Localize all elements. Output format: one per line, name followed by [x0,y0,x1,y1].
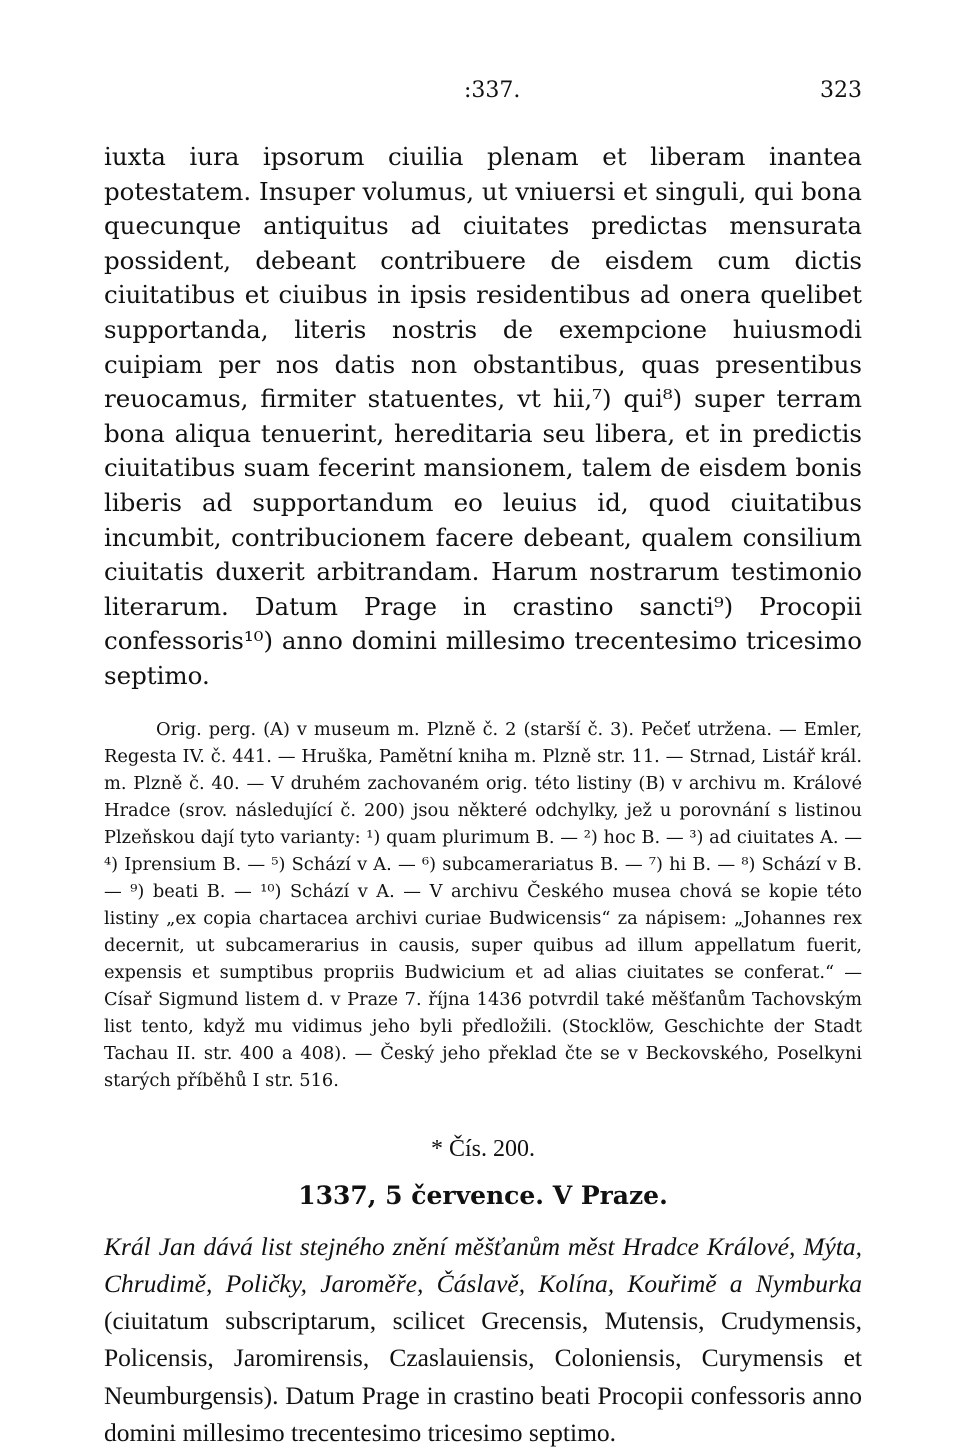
book-page [104,72,862,1451]
abstract-latin: (ciuitatum subscriptarum, scilicet Grecensis, Mutensis, Crudymensis, Policensis, Jaromirensis, Czaslauiensis, Coloniensis, Curymensis et Neumburgensis). Datum Prage in crastino beati Procopii confessoris anno domini millesimo trecentesimo tricesimo septimo. [104,1306,862,1447]
page-number: 323 [820,78,862,103]
abstract-czech-italic: Král Jan dává list stejného znění měšťanům měst Hradce Králové, Mýta, Chrudimě, Poličky, Jaroměře, Čáslavě, Kolína, Kouřimě a Nymburka [104,1232,862,1298]
document-number: * Čís. 200. [104,1136,862,1163]
document-abstract [104,1228,862,1451]
document-date-place: 1337, 5 července. V Praze. [104,1181,862,1210]
section-number: :337. [464,78,520,103]
charter-text: iuxta iura ipsorum ciuilia plenam et liberam inantea potestatem. Insuper volumus, ut vniuersi et singuli, qui bona quecunque antiquitus ad ciuitates predictas mensurata possident, debeant contribuere de eisdem cum dictis ciuitatibus et ciuibus in ipsis residentibus ad onera quelibet supportanda, literis nostris de exempcione huiusmodi cuipiam per nos datis non obstantibus, quas presentibus reuocamus, firmiter statuentes, vt hii,⁷) qui⁸) super terram bona aliqua tenuerint, hereditaria seu libera, et in predictis ciuitatibus suam fecerint mansionem, talem de eisdem bonis liberis ad supportandum eo leuius id, quod ciuitatibus incumbit, contribucionem facere debeant, qualem consilium ciuitatis duxerit arbitrandam. Harum nostrarum testimonio literarum. Datum Prage in crastino sancti⁹) Procopii confessoris¹⁰) anno domini millesimo trecentesimo tricesimo septimo. [104,140,862,694]
running-header [104,72,862,112]
apparatus-note: Orig. perg. (A) v museum m. Plzně č. 2 (starší č. 3). Pečeť utržena. — Emler, Regesta IV. č. 441. — Hruška, Pamětní kniha m. Plzně str. 11. — Strnad, Listář král. m. Plzně č. 40. — V druhém zachovaném orig. této listiny (B) v archivu m. Králové Hradce (srov. následující č. 200) jsou některé odchylky, jež u porovnání s listinou Plzeňskou dají tyto varianty: ¹) quam plurimum B. — ²) hoc B. — ³) ad ciuitates A. — ⁴) Iprensium B. — ⁵) Schází v A. — ⁶) subcamerariatus B. — ⁷) hi B. — ⁸) Schází v B. — ⁹) beati B. — ¹⁰) Schází v A. — V archivu Českého musea chová se kopie této listiny „ex copia chartacea archivi curiae Budwicensis“ za nápisem: „Johannes rex decernit, ut subcamerarius in causis, super quibus ad illum appellatum fuerit, expensis et sumptibus propriis Budwicium et ad alias ciuitates se conferat.“ — Císař Sigmund listem d. v Praze 7. října 1436 potvrdil také měšťanům Tachovským list tento, když mu vidimus jeho byli předložili. (Stocklöw, Geschichte der Stadt Tachau II. str. 400 a 408). — Český jeho překlad čte se v Beckovského, Poselkyni starých příběhů I str. 516. [104,716,862,1094]
